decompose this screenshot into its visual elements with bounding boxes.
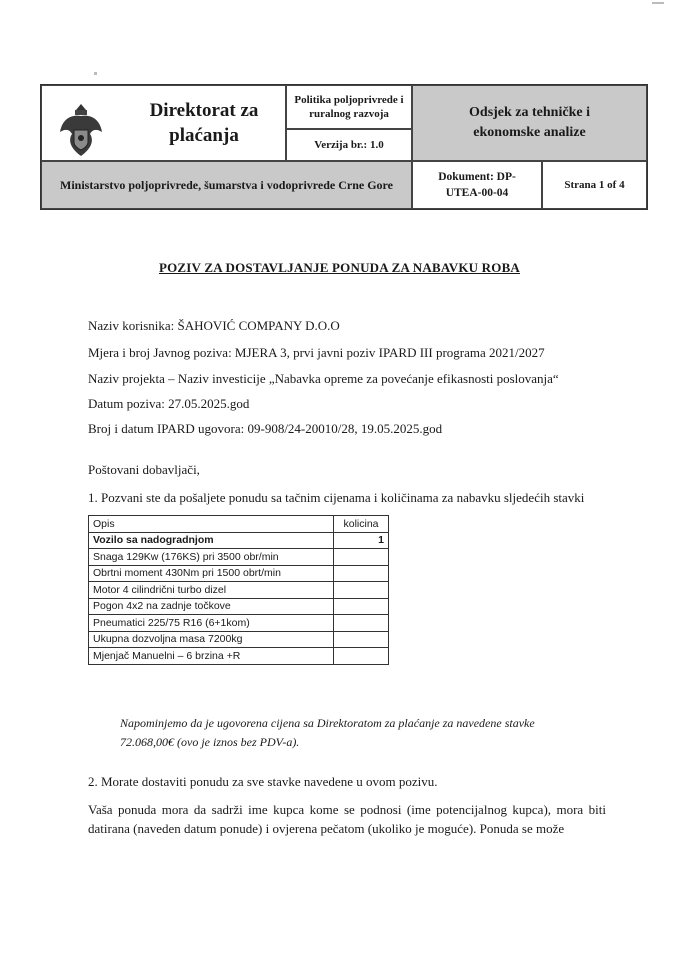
scan-mark: [652, 2, 664, 4]
table-header-row: [89, 516, 389, 533]
department-cell: [412, 85, 647, 161]
items-table: [88, 515, 389, 665]
department-text: Odsjek za tehničke i ekonomske analize: [469, 105, 590, 140]
directorate-cell: [41, 85, 286, 161]
item-description: Motor 4 cilindrični turbo dizel: [89, 582, 334, 599]
item-quantity: [334, 565, 389, 582]
beneficiary-line: Naziv korisnika: ŠAHOVIĆ COMPANY D.O.O: [88, 318, 340, 333]
document-header: [40, 84, 648, 210]
price-note: Napominjemo da je ugovorena cijena sa Direktoratom za plaćanje za navedene stavke 72.068,00€ (ovo je iznos bez PDV-a).: [120, 716, 535, 749]
item-quantity: [334, 549, 389, 566]
scan-mark: [94, 72, 97, 75]
table-row: [89, 582, 389, 599]
table-row: [89, 615, 389, 632]
item-quantity: [334, 615, 389, 632]
table-row: [89, 565, 389, 582]
version-cell: [286, 129, 412, 161]
policy-text: Politika poljoprivrede i ruralnog razvoja: [294, 94, 404, 120]
item-description: Mjenjač Manuelni – 6 brzina +R: [89, 648, 334, 665]
greeting: Poštovani dobavljači,: [88, 462, 200, 477]
point-1: 1. Pozvani ste da pošaljete ponudu sa tačnim cijenama i količinama za nabavku sljedećih stavki: [88, 490, 585, 505]
date-line: Datum poziva: 27.05.2025.god: [88, 396, 250, 411]
item-description: Pneumatici 225/75 R16 (6+1kom): [89, 615, 334, 632]
document-text: Dokument: DP-UTEA-00-04: [438, 171, 516, 199]
item-description: Snaga 129Kw (176KS) pri 3500 obr/min: [89, 549, 334, 566]
montenegro-coat-of-arms-icon: [56, 100, 106, 160]
item-description: Pogon 4x2 na zadnje točkove: [89, 598, 334, 615]
header-cell-opis: Opis: [89, 516, 334, 533]
ministry-text: Ministarstvo poljoprivrede, šumarstva i vodoprivrede Crne Gore: [60, 177, 393, 192]
item-quantity: [334, 598, 389, 615]
table-row: [89, 631, 389, 648]
measure-line: Mjera i broj Javnog poziva: MJERA 3, prvi javni poziv IPARD III programa 2021/2027: [88, 345, 545, 360]
item-description: Ukupna dozvoljna masa 7200kg: [89, 631, 334, 648]
item-quantity: [334, 582, 389, 599]
table-row: [89, 598, 389, 615]
table-row: [89, 648, 389, 665]
item-description: Vozilo sa nadogradnjom: [89, 532, 334, 549]
contract-line: Broj i datum IPARD ugovora: 09-908/24-20010/28, 19.05.2025.god: [88, 421, 443, 436]
version-text: Verzija br.: 1.0: [314, 139, 384, 151]
offer-requirements-paragraph: Vaša ponuda mora da sadrži ime kupca kome se podnosi (ime potencijalnog kupca), mora biti datirana (naveden datum ponude) i ovjerena pečatom (ukoliko je moguće). Ponuda se može: [88, 802, 606, 836]
header-cell-kolicina: kolicina: [334, 516, 389, 533]
page-cell: [542, 161, 647, 209]
point-2: 2. Morate dostaviti ponudu za sve stavke navedene u ovom pozivu.: [88, 774, 438, 789]
item-quantity: [334, 648, 389, 665]
project-line: Naziv projekta – Naziv investicije „Nabavka opreme za povećanje efikasnosti poslovanja“: [88, 371, 559, 386]
item-quantity: [334, 631, 389, 648]
item-quantity: 1: [334, 532, 389, 549]
document-title: POZIV ZA DOSTAVLJANJE PONUDA ZA NABAVKU ROBA: [158, 260, 521, 275]
directorate-title: Direktorat za plaćanja: [149, 100, 259, 146]
table-row: [89, 532, 389, 549]
document-cell: [412, 161, 542, 209]
item-description: Obrtni moment 430Nm pri 1500 obrt/min: [89, 565, 334, 582]
policy-cell: [286, 85, 412, 129]
table-row: [89, 549, 389, 566]
ministry-cell: [41, 161, 412, 209]
page-text: Strana 1 of 4: [564, 179, 625, 191]
